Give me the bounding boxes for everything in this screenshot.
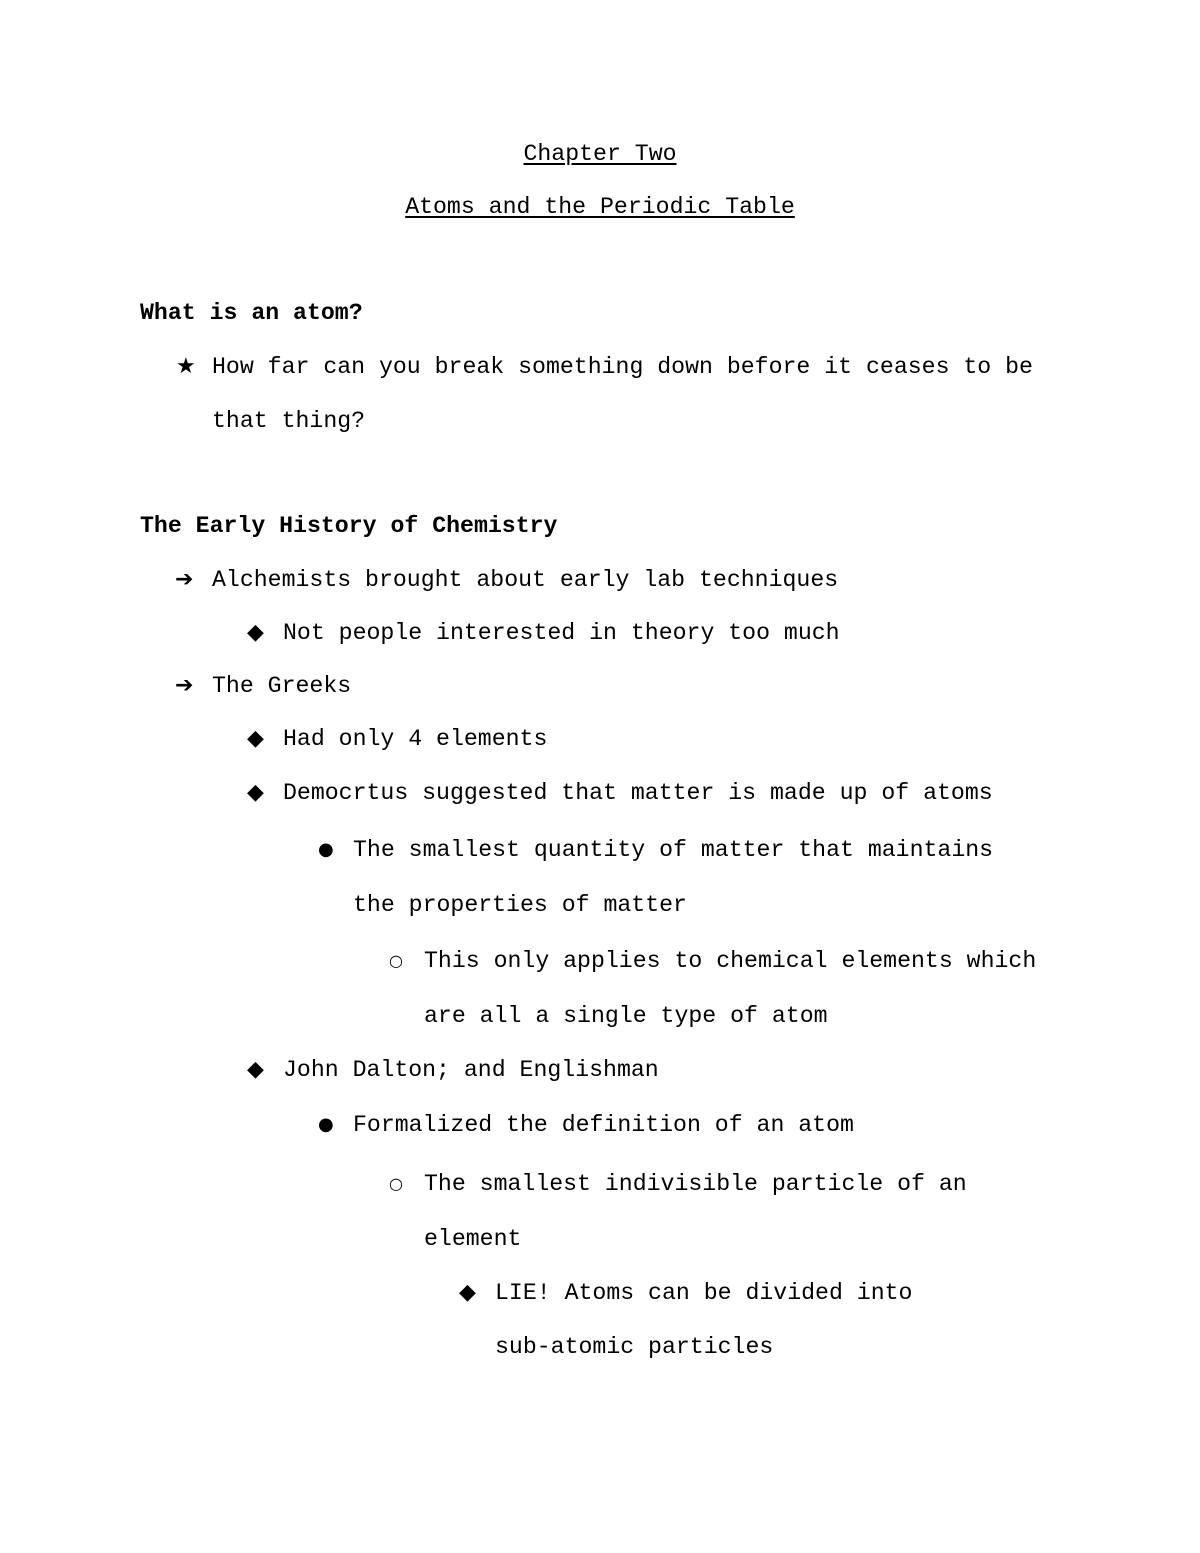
circle-icon: ○ (389, 951, 403, 970)
circle-icon: ○ (389, 1174, 403, 1193)
list-item-line: Not people interested in theory too much (283, 620, 840, 646)
list-item-line: The Greeks (212, 673, 352, 699)
arrow-right-icon: ➔ (175, 567, 194, 592)
diamond-icon: ◆ (247, 780, 264, 805)
chapter-title: Chapter Two (523, 141, 677, 167)
list-item-line: sub-atomic particles (495, 1334, 774, 1360)
list-item-line: John Dalton; and Englishman (283, 1057, 659, 1083)
chapter-subtitle: Atoms and the Periodic Table (405, 194, 795, 220)
list-item-line: Had only 4 elements (283, 726, 548, 752)
list-item-line: This only applies to chemical elements which (424, 948, 1037, 974)
list-item-line: the properties of matter (353, 892, 687, 918)
list-item-line: Democrtus suggested that matter is made up of atoms (283, 780, 993, 806)
list-item-line: The smallest quantity of matter that maintains (353, 837, 994, 863)
diamond-icon: ◆ (247, 1057, 264, 1082)
dot-icon: ● (318, 839, 334, 860)
section-heading: The Early History of Chemistry (140, 513, 558, 539)
list-item-line: element (424, 1226, 522, 1252)
list-item-line: LIE! Atoms can be divided into (495, 1280, 913, 1306)
diamond-icon: ◆ (459, 1280, 476, 1305)
diamond-icon: ◆ (247, 620, 264, 645)
list-item-line: Alchemists brought about early lab techniques (212, 567, 839, 593)
list-item-line: How far can you break something down before it ceases to be (212, 354, 1033, 380)
star-icon: ★ (176, 354, 196, 379)
list-item-line: that thing? (212, 408, 366, 434)
list-item-line: are all a single type of atom (424, 1003, 828, 1029)
list-item-line: Formalized the definition of an atom (353, 1112, 854, 1138)
list-item-line: The smallest indivisible particle of an (424, 1171, 967, 1197)
section-heading: What is an atom? (140, 300, 363, 326)
dot-icon: ● (318, 1114, 334, 1135)
diamond-icon: ◆ (247, 726, 264, 751)
arrow-right-icon: ➔ (175, 673, 194, 698)
